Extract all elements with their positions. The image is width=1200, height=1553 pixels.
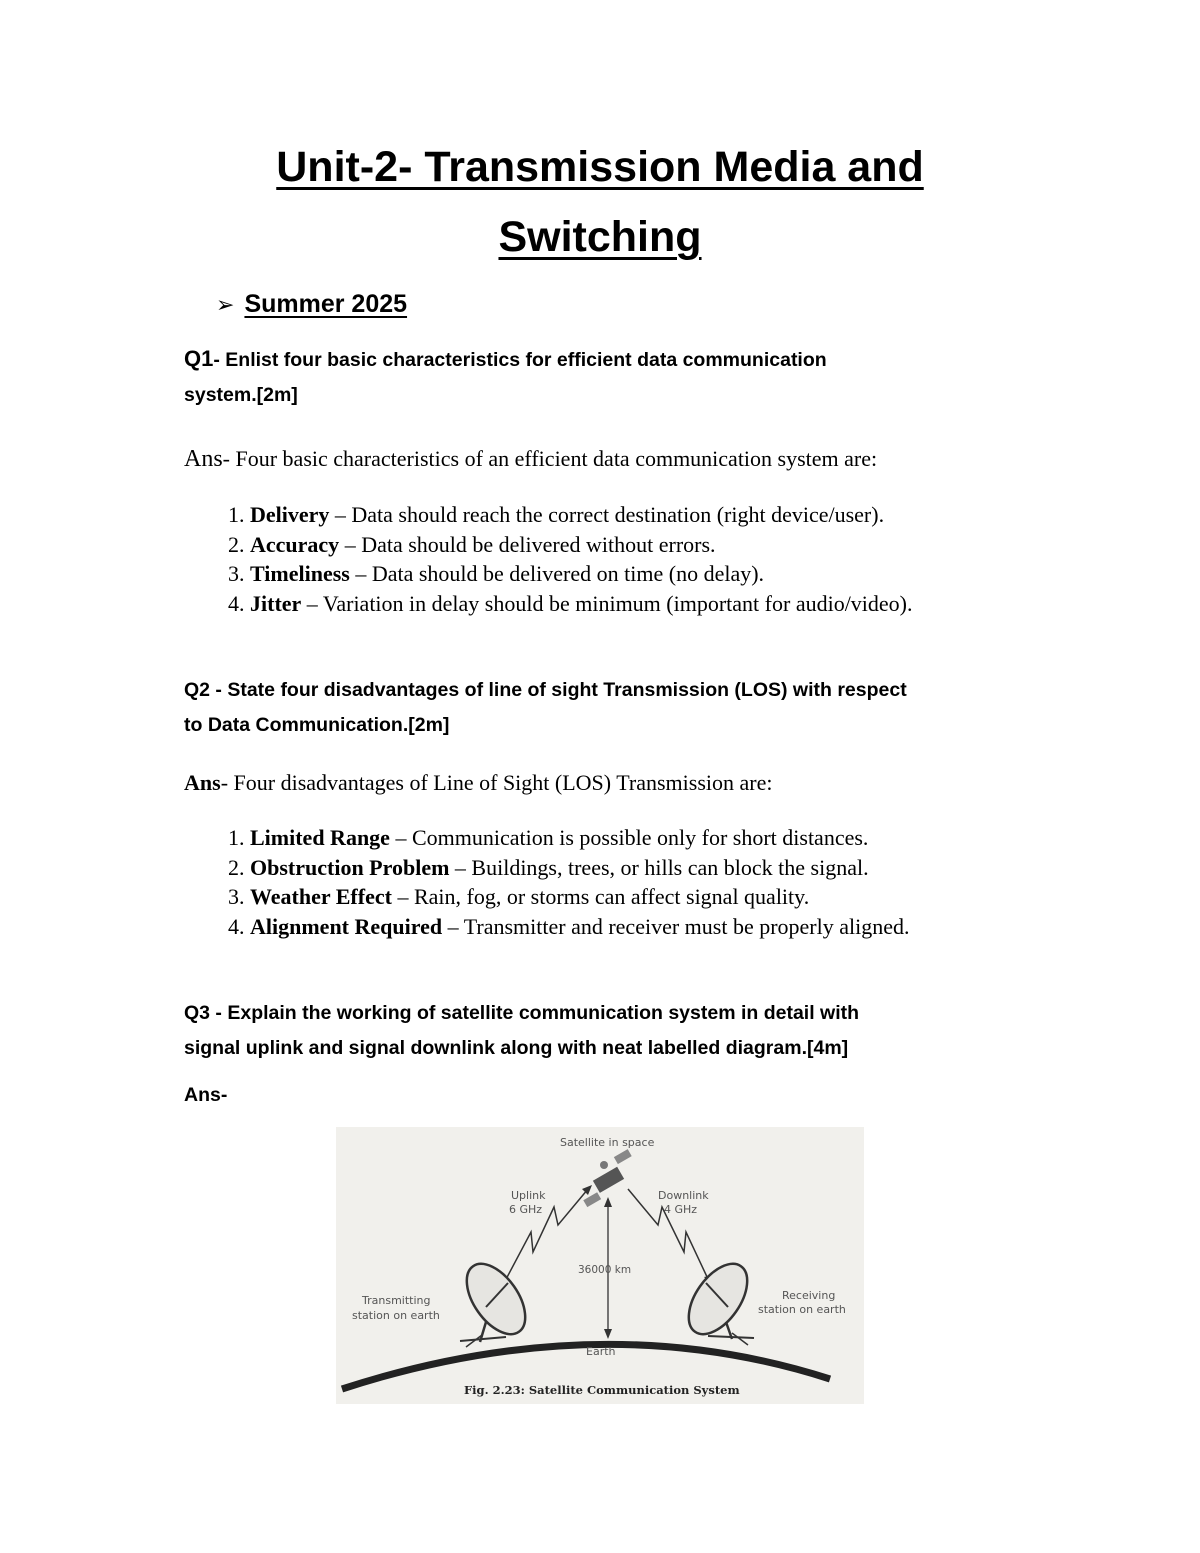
satellite-diagram [336, 1127, 864, 1404]
answer-2-intro-text: - Four disadvantages of Line of Sight (LOS) Transmission are: [220, 770, 773, 795]
figure-caption: Fig. 2.23: Satellite Communication System [464, 1383, 740, 1397]
list-item [250, 912, 1050, 942]
answer-1-intro [184, 444, 1084, 474]
answer-2-list [210, 823, 1050, 942]
point-term: Weather Effect [250, 884, 392, 910]
point-term: Obstruction Problem [250, 854, 450, 880]
uplink-frequency: 6 GHz [509, 1203, 543, 1216]
point-term: Delivery [250, 502, 330, 527]
question-1-text-line-2: system.[2m] [184, 384, 298, 406]
list-item [250, 853, 1050, 883]
session-label: Summer 2025 [244, 290, 408, 318]
point-desc: – Communication is possible only for short distances. [389, 825, 869, 850]
point-desc: – Variation in delay should be minimum (important for audio/video). [301, 591, 913, 617]
uplink-label: Uplink [511, 1189, 546, 1202]
question-3 [184, 996, 1024, 1066]
earth-label: Earth [586, 1345, 616, 1358]
session-heading [216, 290, 407, 319]
question-2-text-line-1: Q2 - State four disadvantages of line of sight Transmission (LOS) with respect [184, 679, 907, 701]
answer-2-label: Ans [184, 770, 221, 795]
question-3-text-line-2: signal uplink and signal downlink along with neat labelled diagram.[4m] [184, 1037, 849, 1059]
transmitting-label-line-1: Transmitting [362, 1294, 431, 1307]
point-desc: – Data should reach the correct destination (right device/user). [329, 502, 885, 527]
answer-3-label: Ans- [184, 1084, 228, 1106]
point-term: Alignment Required [250, 914, 443, 940]
page-title-line-2: Switching [498, 213, 702, 261]
list-item [250, 589, 1050, 619]
transmitting-dish-icon [455, 1254, 537, 1347]
question-1-text-line-1: - Enlist four basic characteristics for efficient data communication [213, 349, 827, 371]
list-item [250, 559, 1050, 589]
answer-1-intro-text: - Four basic characteristics of an efficient data communication system are: [222, 446, 878, 471]
transmitting-label-line-2: station on earth [352, 1309, 440, 1322]
point-desc: – Buildings, trees, or hills can block the signal. [449, 854, 869, 880]
downlink-frequency: 4 GHz [664, 1203, 698, 1216]
arrow-bullet-icon: ➢ [216, 291, 235, 317]
point-desc: – Data should be delivered without errors. [339, 531, 716, 557]
receiving-dish-icon [677, 1254, 759, 1345]
question-1 [184, 341, 1024, 413]
list-item [250, 500, 1050, 530]
satellite-label: Satellite in space [560, 1136, 655, 1149]
distance-label: 36000 km [578, 1264, 632, 1276]
distance-arrow-head-up [604, 1197, 612, 1207]
point-term: Limited Range [250, 825, 390, 850]
point-desc: – Data should be delivered on time (no delay). [349, 561, 765, 587]
point-term: Timeliness [250, 561, 350, 587]
question-2 [184, 673, 1024, 743]
satellite-diagram-svg [336, 1127, 864, 1404]
list-item [250, 882, 1050, 912]
downlink-label: Downlink [658, 1189, 709, 1202]
answer-1-list [210, 500, 1050, 619]
point-desc: – Rain, fog, or storms can affect signal quality. [391, 884, 810, 910]
page-title-line-1: Unit-2- Transmission Media and [276, 143, 924, 191]
point-desc: – Transmitter and receiver must be properly aligned. [442, 914, 910, 940]
receiving-label-line-2: station on earth [758, 1303, 846, 1316]
receiving-label-line-1: Receiving [782, 1289, 836, 1302]
question-3-text-line-1: Q3 - Explain the working of satellite communication system in detail with [184, 1002, 860, 1024]
answer-1-label: Ans [184, 446, 223, 472]
distance-arrow-head-down [604, 1329, 612, 1339]
list-item [250, 530, 1050, 560]
answer-2-intro [184, 768, 1084, 798]
list-item [250, 823, 1050, 853]
point-term: Jitter [250, 591, 302, 617]
question-1-number: Q1 [184, 346, 214, 371]
point-term: Accuracy [250, 531, 340, 557]
question-2-text-line-2: to Data Communication.[2m] [184, 714, 450, 736]
